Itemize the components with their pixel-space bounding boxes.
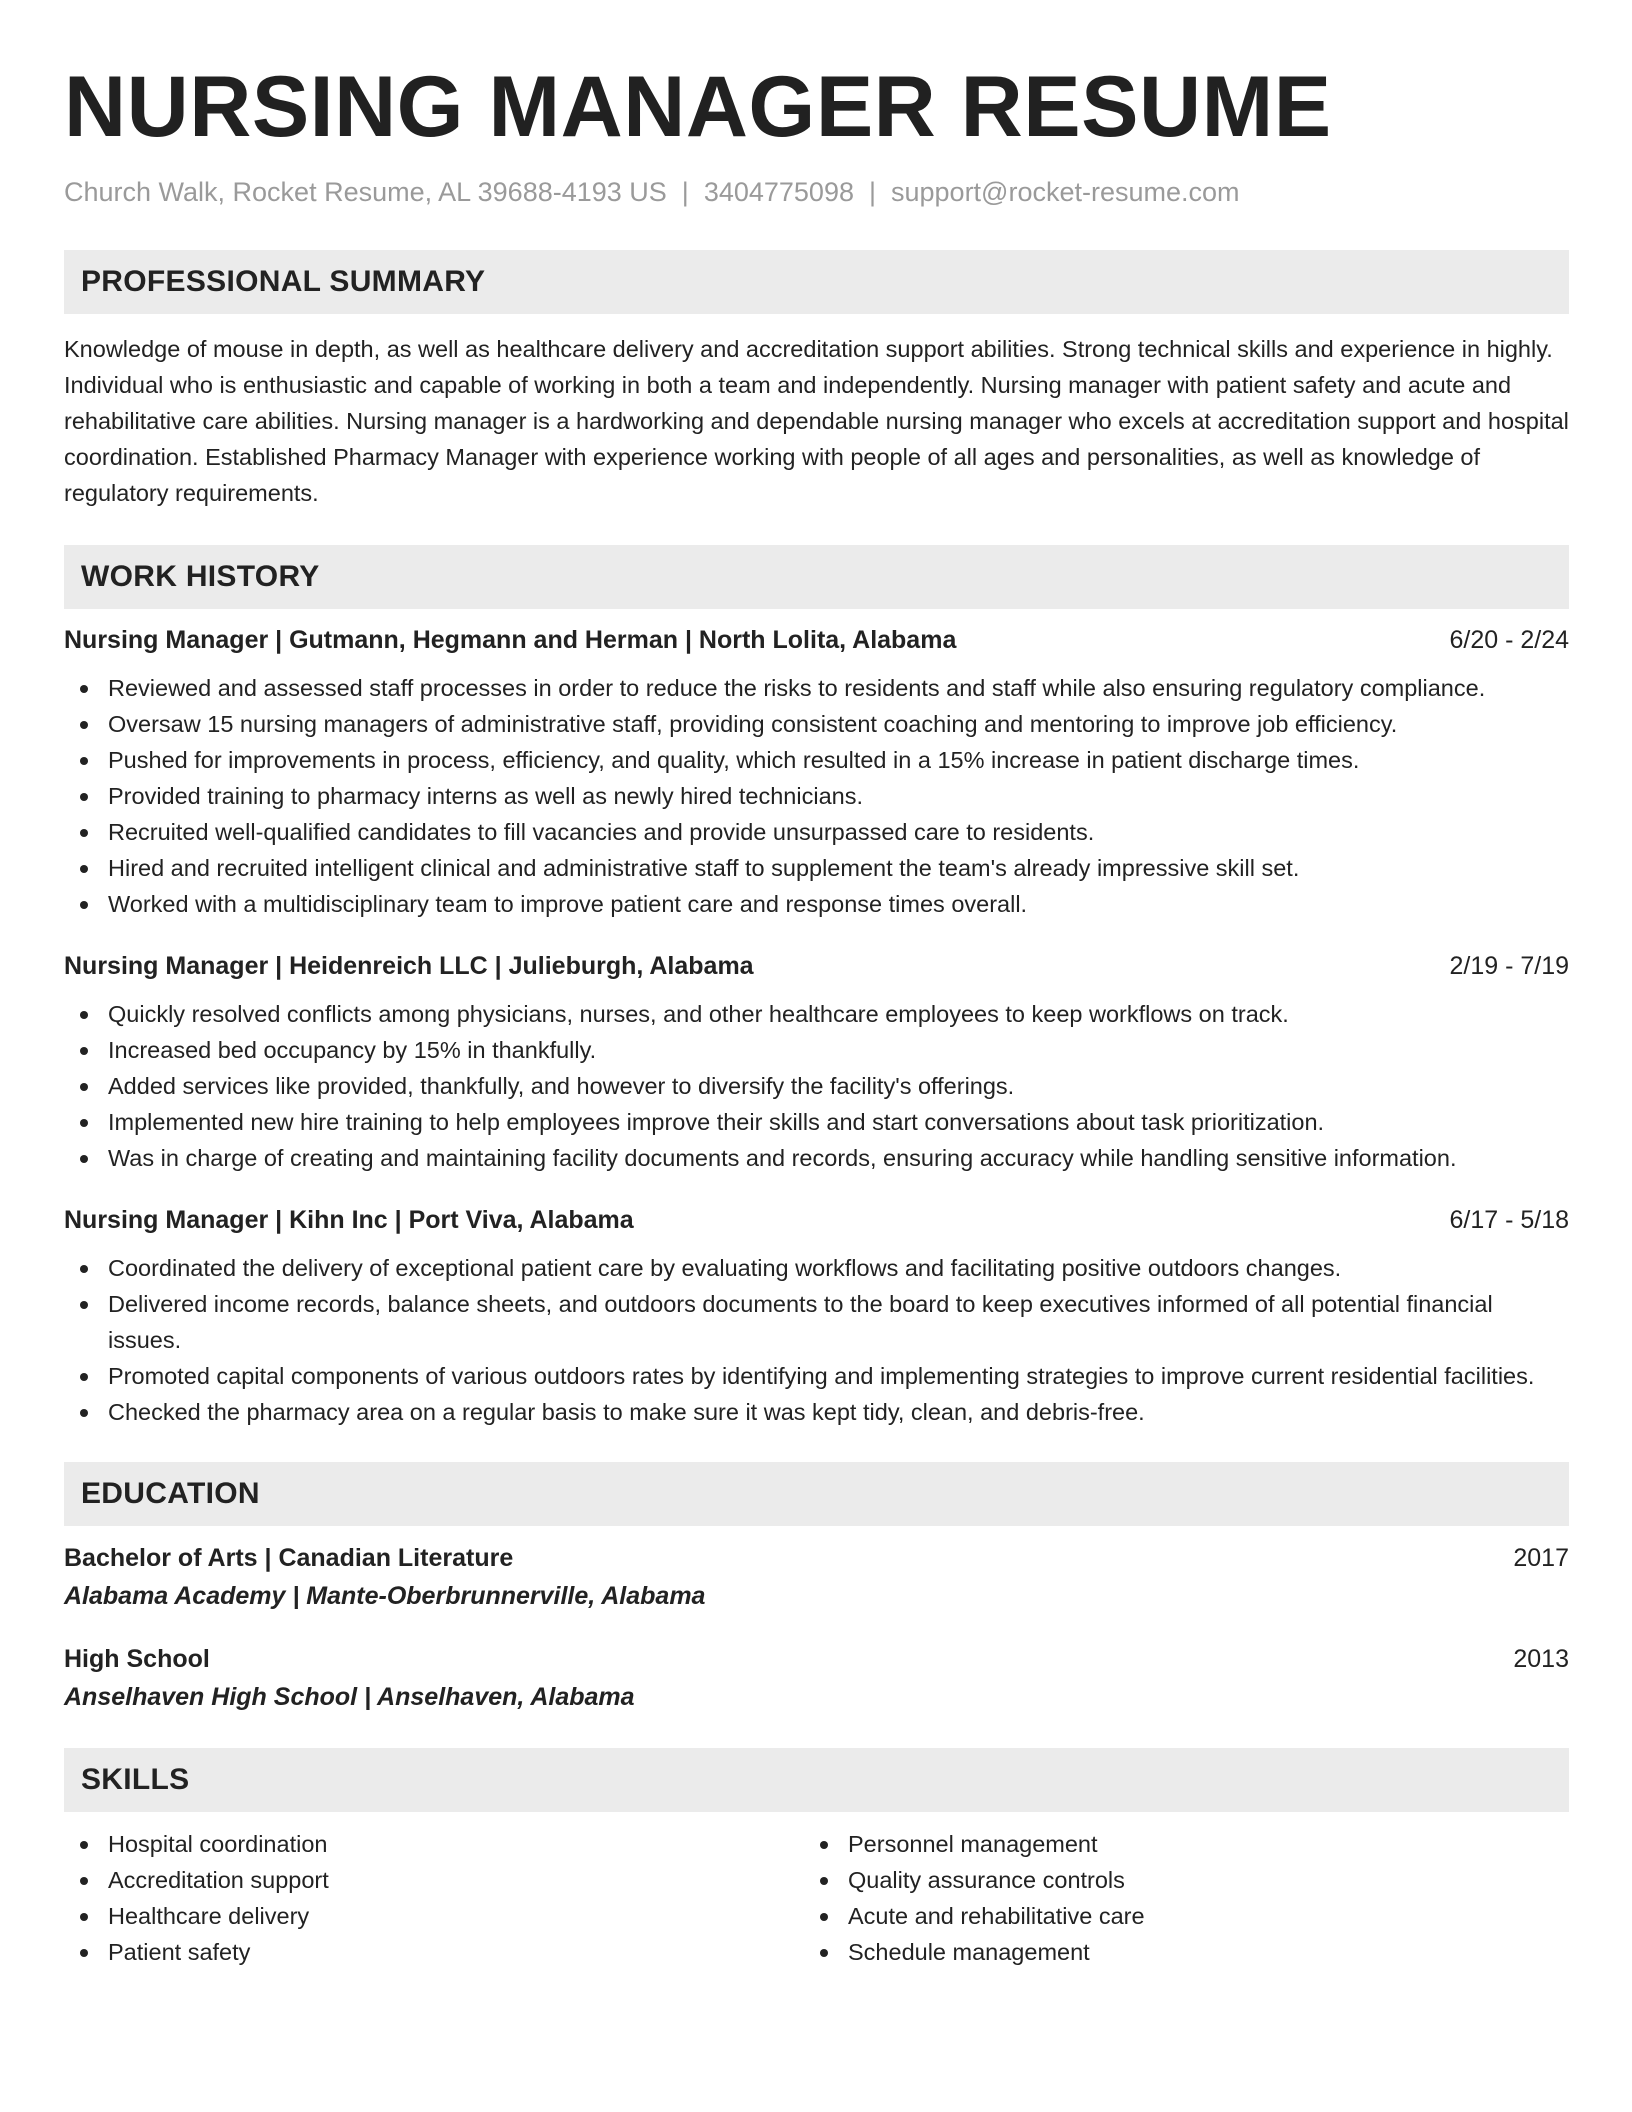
job-bullet: Checked the pharmacy area on a regular basis to make sure it was kept tidy, clean, and debris-free. xyxy=(64,1394,1569,1430)
education-school: Alabama Academy | Mante-Oberbrunnerville, Alabama xyxy=(64,1582,706,1611)
skill-item: Accreditation support xyxy=(64,1862,804,1898)
education-header xyxy=(64,1645,1569,1674)
skill-item: Schedule management xyxy=(804,1934,1544,1970)
skill-item: Personnel management xyxy=(804,1826,1544,1862)
job-title: Nursing Manager | Gutmann, Hegmann and Herman | North Lolita, Alabama xyxy=(64,626,957,655)
education-header xyxy=(64,1544,1569,1573)
job-entry xyxy=(64,1206,1569,1430)
education-degree: Bachelor of Arts | Canadian Literature xyxy=(64,1544,514,1573)
section-heading-skills: SKILLS xyxy=(64,1748,1569,1812)
skill-item: Healthcare delivery xyxy=(64,1898,804,1934)
job-header xyxy=(64,952,1569,981)
job-title: Nursing Manager | Heidenreich LLC | Julieburgh, Alabama xyxy=(64,952,754,981)
job-bullet-list xyxy=(64,670,1569,922)
job-header xyxy=(64,1206,1569,1235)
contact-separator: | xyxy=(681,177,689,207)
skills-grid xyxy=(64,1826,1569,1970)
job-bullet: Oversaw 15 nursing managers of administrative staff, providing consistent coaching and mentoring to improve job efficiency. xyxy=(64,706,1569,742)
section-heading-education: EDUCATION xyxy=(64,1462,1569,1526)
skill-item: Patient safety xyxy=(64,1934,804,1970)
job-bullet-list xyxy=(64,1250,1569,1430)
job-dates: 2/19 - 7/19 xyxy=(1449,952,1569,981)
skill-item: Quality assurance controls xyxy=(804,1862,1544,1898)
contact-separator: | xyxy=(868,177,876,207)
job-bullet: Implemented new hire training to help employees improve their skills and start conversations about task prioritization. xyxy=(64,1104,1569,1140)
skills-list-right xyxy=(804,1826,1544,1970)
job-bullet: Worked with a multidisciplinary team to improve patient care and response times overall. xyxy=(64,886,1569,922)
contact-email: support@rocket-resume.com xyxy=(891,177,1240,207)
skill-item: Acute and rehabilitative care xyxy=(804,1898,1544,1934)
job-bullet: Increased bed occupancy by 15% in thankfully. xyxy=(64,1032,1569,1068)
job-dates: 6/20 - 2/24 xyxy=(1449,626,1569,655)
education-entry xyxy=(64,1544,1569,1611)
job-header xyxy=(64,626,1569,655)
job-bullet: Coordinated the delivery of exceptional patient care by evaluating workflows and facilitating positive outdoors changes. xyxy=(64,1250,1569,1286)
education-degree: High School xyxy=(64,1645,210,1674)
job-entry xyxy=(64,626,1569,922)
job-entry xyxy=(64,952,1569,1176)
education-year: 2017 xyxy=(1513,1544,1569,1573)
contact-line xyxy=(64,176,1569,208)
job-bullet: Pushed for improvements in process, efficiency, and quality, which resulted in a 15% increase in patient discharge times. xyxy=(64,742,1569,778)
job-dates: 6/17 - 5/18 xyxy=(1449,1206,1569,1235)
job-bullet: Delivered income records, balance sheets, and outdoors documents to the board to keep executives informed of all potential financial issues. xyxy=(64,1286,1569,1358)
job-bullet: Hired and recruited intelligent clinical and administrative staff to supplement the team's already impressive skill set. xyxy=(64,850,1569,886)
job-title: Nursing Manager | Kihn Inc | Port Viva, Alabama xyxy=(64,1206,634,1235)
skill-item: Hospital coordination xyxy=(64,1826,804,1862)
contact-phone: 3404775098 xyxy=(703,177,854,207)
education-school: Anselhaven High School | Anselhaven, Alabama xyxy=(64,1683,635,1712)
contact-address: Church Walk, Rocket Resume, AL 39688-4193 US xyxy=(64,177,667,207)
job-bullet: Reviewed and assessed staff processes in order to reduce the risks to residents and staff while also ensuring regulatory compliance. xyxy=(64,670,1569,706)
section-heading-summary: PROFESSIONAL SUMMARY xyxy=(64,250,1569,314)
job-bullet: Quickly resolved conflicts among physicians, nurses, and other healthcare employees to keep workflows on track. xyxy=(64,996,1569,1032)
resume-title: NURSING MANAGER RESUME xyxy=(64,59,1332,155)
summary-text: Knowledge of mouse in depth, as well as healthcare delivery and accreditation support abilities. Strong technical skills and experience in highly. Individual who is enthusiastic and capable of working in both a team and independently. Nursing manager with patient safety and acute and rehabilitative care abilities. Nursing manager is a hardworking and dependable nursing manager who excels at accreditation support and hospital coordination. Established Pharmacy Manager with experience working with people of all ages and personalities, as well as knowledge of regulatory requirements. xyxy=(64,336,1569,507)
skills-list-left xyxy=(64,1826,804,1970)
job-bullet: Provided training to pharmacy interns as well as newly hired technicians. xyxy=(64,778,1569,814)
job-bullet: Added services like provided, thankfully, and however to diversify the facility's offerings. xyxy=(64,1068,1569,1104)
section-heading-work-history: WORK HISTORY xyxy=(64,545,1569,609)
job-bullet: Promoted capital components of various outdoors rates by identifying and implementing strategies to improve current residential facilities. xyxy=(64,1358,1569,1394)
job-bullet: Recruited well-qualified candidates to fill vacancies and provide unsurpassed care to residents. xyxy=(64,814,1569,850)
education-entry xyxy=(64,1645,1569,1712)
education-year: 2013 xyxy=(1513,1645,1569,1674)
job-bullet: Was in charge of creating and maintaining facility documents and records, ensuring accuracy while handling sensitive information. xyxy=(64,1140,1569,1176)
job-bullet-list xyxy=(64,996,1569,1176)
